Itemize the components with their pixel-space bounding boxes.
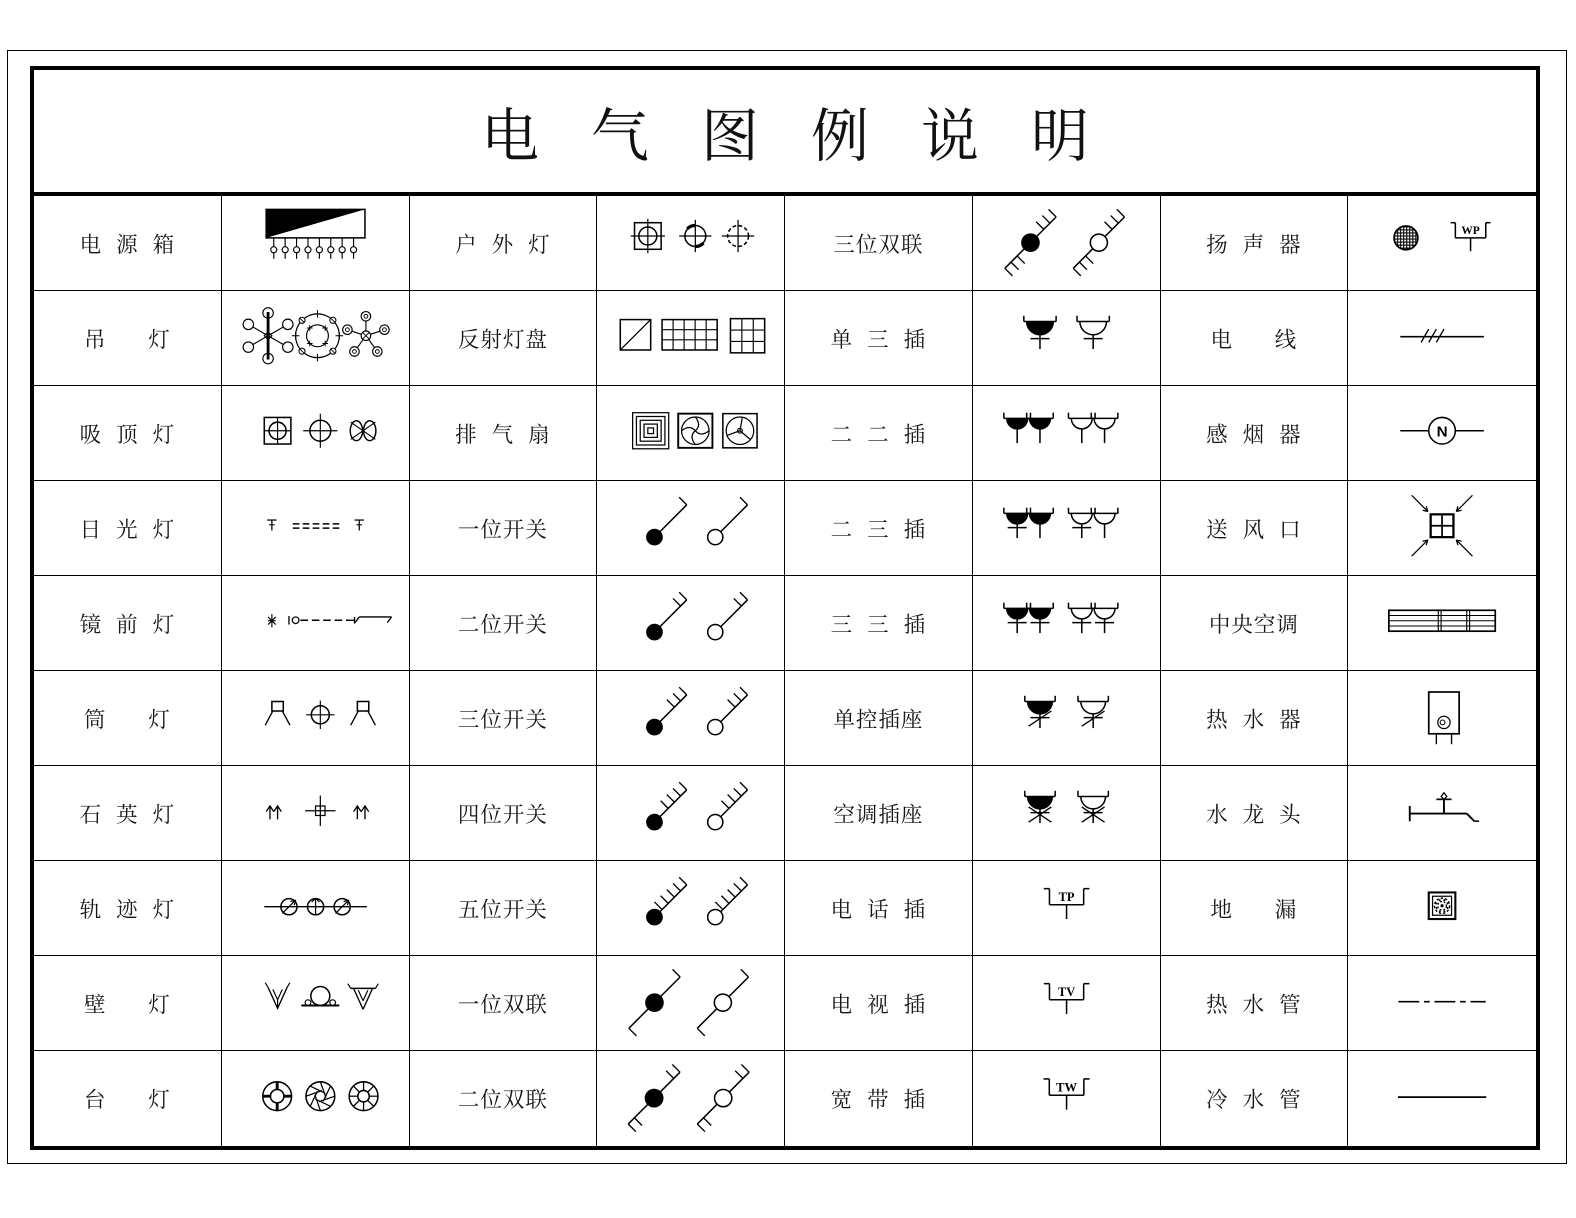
- switch-5-symbol: [597, 861, 785, 956]
- broadband-socket-icon: [976, 1053, 1157, 1144]
- two-way-switch-2-symbol: [597, 1051, 785, 1146]
- legend-label-hot-water-pipe: 热 水 管: [1161, 956, 1349, 1051]
- speaker-icon: [1351, 198, 1533, 288]
- legend-label-mirror-light: 镜 前 灯: [34, 576, 222, 671]
- legend-label-two-way-switch-3: 三位双联: [785, 196, 973, 291]
- two-way-switch-1-symbol: [597, 956, 785, 1051]
- floor-drain-icon: [1351, 863, 1533, 953]
- legend-label-cold-water-pipe: 冷 水 管: [1161, 1051, 1349, 1146]
- broadband-socket-symbol: [973, 1051, 1161, 1146]
- socket-switched-symbol: [973, 671, 1161, 766]
- svg-text:TV: TV: [1057, 984, 1075, 999]
- quartz-light-icon: [225, 768, 406, 858]
- legend-label-central-ac: 中央空调: [1161, 576, 1349, 671]
- exhaust-fan-icon: [600, 388, 781, 478]
- exhaust-fan-symbol: [597, 386, 785, 481]
- central-ac-icon: [1351, 578, 1533, 668]
- cold-water-pipe-icon: [1351, 1053, 1533, 1144]
- ceiling-light-symbol: [222, 386, 410, 481]
- svg-text:WP: WP: [1461, 224, 1480, 237]
- legend-label-socket-two-three: 二 三 插: [785, 481, 973, 576]
- table-lamp-icon: [225, 1053, 406, 1144]
- smoke-detector-symbol: [1348, 386, 1536, 481]
- svg-text:TW: TW: [1055, 1080, 1077, 1095]
- legend-label-socket-two-two: 二 二 插: [785, 386, 973, 481]
- socket-switched-icon: [976, 673, 1157, 763]
- legend-label-smoke-detector: 感 烟 器: [1161, 386, 1349, 481]
- switch-3-symbol: [597, 671, 785, 766]
- power-distribution-box-icon: [225, 198, 406, 288]
- legend-label-socket-ac: 空调插座: [785, 766, 973, 861]
- electrical-legend-table: [30, 66, 1540, 1150]
- table-lamp-symbol: [222, 1051, 410, 1146]
- legend-title: 电气图例说明: [34, 70, 1536, 196]
- telephone-socket-icon: [976, 863, 1157, 953]
- floor-drain-symbol: [1348, 861, 1536, 956]
- chandelier-icon: [225, 293, 406, 383]
- tv-socket-icon: [976, 958, 1157, 1048]
- socket-ac-symbol: [973, 766, 1161, 861]
- legend-label-switch-1: 一位开关: [410, 481, 598, 576]
- telephone-socket-symbol: [973, 861, 1161, 956]
- legend-label-speaker: 扬 声 器: [1161, 196, 1349, 291]
- mirror-light-icon: [225, 578, 406, 668]
- faucet-symbol: [1348, 766, 1536, 861]
- legend-label-water-heater: 热 水 器: [1161, 671, 1349, 766]
- switch-2-icon: [600, 578, 781, 668]
- speaker-symbol: [1348, 196, 1536, 291]
- legend-label-floor-drain: 地 漏: [1161, 861, 1349, 956]
- air-supply-outlet-icon: [1351, 483, 1533, 573]
- legend-label-ceiling-light: 吸 顶 灯: [34, 386, 222, 481]
- switch-4-symbol: [597, 766, 785, 861]
- outdoor-light-symbol: [597, 196, 785, 291]
- switch-3-icon: [600, 673, 781, 763]
- switch-4-icon: [600, 768, 781, 858]
- legend-label-table-lamp: 台 灯: [34, 1051, 222, 1146]
- switch-2-symbol: [597, 576, 785, 671]
- two-way-switch-3-symbol: [973, 196, 1161, 291]
- legend-label-power-distribution-box: 电 源 箱: [34, 196, 222, 291]
- socket-two-three-icon: [976, 483, 1157, 573]
- legend-label-air-supply-outlet: 送 风 口: [1161, 481, 1349, 576]
- smoke-detector-icon: [1351, 388, 1533, 478]
- hot-water-pipe-icon: [1351, 958, 1533, 1048]
- switch-1-symbol: [597, 481, 785, 576]
- legend-label-broadband-socket: 宽 带 插: [785, 1051, 973, 1146]
- hot-water-pipe-symbol: [1348, 956, 1536, 1051]
- water-heater-icon: [1351, 673, 1533, 763]
- air-supply-outlet-symbol: [1348, 481, 1536, 576]
- two-way-switch-2-icon: [600, 1053, 781, 1144]
- track-light-icon: [225, 863, 406, 953]
- legend-label-wall-light: 壁 灯: [34, 956, 222, 1051]
- legend-label-track-light: 轨 迹 灯: [34, 861, 222, 956]
- legend-label-two-way-switch-2: 二位双联: [410, 1051, 598, 1146]
- socket-two-two-icon: [976, 388, 1157, 478]
- legend-label-switch-5: 五位开关: [410, 861, 598, 956]
- legend-label-socket-three-three: 三 三 插: [785, 576, 973, 671]
- socket-single-three-symbol: [973, 291, 1161, 386]
- legend-label-tv-socket: 电 视 插: [785, 956, 973, 1051]
- legend-label-downlight: 筒 灯: [34, 671, 222, 766]
- legend-label-exhaust-fan: 排 气 扇: [410, 386, 598, 481]
- legend-label-switch-3: 三位开关: [410, 671, 598, 766]
- legend-label-socket-switched: 单控插座: [785, 671, 973, 766]
- socket-three-three-symbol: [973, 576, 1161, 671]
- svg-text:N: N: [1436, 423, 1448, 441]
- legend-label-faucet: 水 龙 头: [1161, 766, 1349, 861]
- legend-label-reflector-panel: 反射灯盘: [410, 291, 598, 386]
- wall-light-icon: [225, 958, 406, 1048]
- legend-label-two-way-switch-1: 一位双联: [410, 956, 598, 1051]
- wall-light-symbol: [222, 956, 410, 1051]
- legend-label-switch-4: 四位开关: [410, 766, 598, 861]
- chandelier-symbol: [222, 291, 410, 386]
- wire-icon: [1351, 293, 1533, 383]
- two-way-switch-3-icon: [976, 198, 1157, 288]
- switch-1-icon: [600, 483, 781, 573]
- outdoor-light-icon: [600, 198, 781, 288]
- tv-socket-symbol: [973, 956, 1161, 1051]
- faucet-icon: [1351, 768, 1533, 858]
- fluorescent-light-symbol: [222, 481, 410, 576]
- legend-label-quartz-light: 石 英 灯: [34, 766, 222, 861]
- track-light-symbol: [222, 861, 410, 956]
- downlight-symbol: [222, 671, 410, 766]
- legend-label-wire: 电 线: [1161, 291, 1349, 386]
- power-distribution-box-symbol: [222, 196, 410, 291]
- socket-three-three-icon: [976, 578, 1157, 668]
- mirror-light-symbol: [222, 576, 410, 671]
- central-ac-symbol: [1348, 576, 1536, 671]
- fluorescent-light-icon: [225, 483, 406, 573]
- reflector-panel-symbol: [597, 291, 785, 386]
- legend-label-socket-single-three: 单 三 插: [785, 291, 973, 386]
- cold-water-pipe-symbol: [1348, 1051, 1536, 1146]
- legend-label-chandelier: 吊 灯: [34, 291, 222, 386]
- socket-two-three-symbol: [973, 481, 1161, 576]
- wire-symbol: [1348, 291, 1536, 386]
- legend-label-switch-2: 二位开关: [410, 576, 598, 671]
- water-heater-symbol: [1348, 671, 1536, 766]
- legend-label-fluorescent-light: 日 光 灯: [34, 481, 222, 576]
- legend-label-telephone-socket: 电 话 插: [785, 861, 973, 956]
- downlight-icon: [225, 673, 406, 763]
- reflector-panel-icon: [600, 293, 781, 383]
- ceiling-light-icon: [225, 388, 406, 478]
- socket-two-two-symbol: [973, 386, 1161, 481]
- socket-ac-icon: [976, 768, 1157, 858]
- svg-text:TP: TP: [1058, 889, 1074, 904]
- switch-5-icon: [600, 863, 781, 953]
- socket-single-three-icon: [976, 293, 1157, 383]
- quartz-light-symbol: [222, 766, 410, 861]
- legend-label-outdoor-light: 户 外 灯: [410, 196, 598, 291]
- two-way-switch-1-icon: [600, 958, 781, 1048]
